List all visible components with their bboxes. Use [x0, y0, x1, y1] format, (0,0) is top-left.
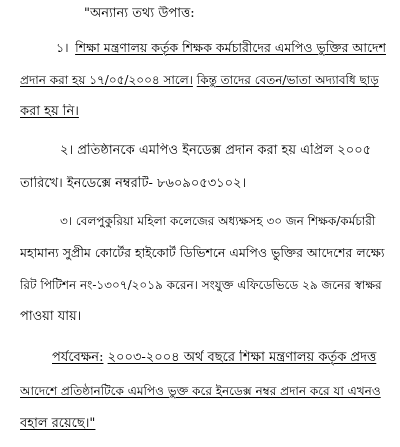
observation-line2 — [20, 383, 390, 399]
item3-text-4: পাওয়া যায়। — [20, 309, 82, 324]
item1-number: ১। — [56, 40, 69, 55]
item1-line1 — [56, 40, 386, 56]
item1-line3 — [20, 104, 220, 120]
observation-text-2: আদেশে প্রতিষ্ঠানটিকে এমপিও ভুক্ত করে ইনডেক্স নম্বর প্রদান করে যা এখনও — [20, 384, 381, 398]
item2-line2 — [20, 176, 386, 192]
item1-text-3: করা হয় নি। — [20, 104, 79, 119]
item1-text-1: শিক্ষা মন্ত্রণালয় কর্তৃক শিক্ষক কর্মচারীদের এমপিও ভুক্তির আদেশ — [75, 40, 386, 55]
item1-text-2b: কিন্তু তাদের বেতন/ভাতা অদ্যাবধি ছাড় — [196, 73, 379, 87]
heading-text: "অন্যান্য তথ্য উপাত্ত: — [84, 6, 195, 21]
observation-text-3: বহাল রয়েছে।" — [20, 416, 96, 431]
observation-label: পর্যবেক্ষন: — [52, 350, 104, 365]
item2-line1 — [60, 143, 386, 159]
item3-line4 — [20, 309, 220, 325]
item1-text-2a: প্রদান করা হয় ১৭/০৫/২০০৪ সালে। — [20, 73, 193, 87]
item3-line3 — [20, 277, 390, 293]
observation-text-1: ২০০৩-২০০৪ অর্থ বছরে শিক্ষা মন্ত্রণালয় কর্তৃক প্রদত্ত — [107, 350, 377, 365]
document-heading — [84, 6, 384, 22]
item3-line2 — [20, 245, 390, 261]
item3-text-3: রিট পিটিশন নং-১৩০৭/২০১৯ করেন। সংযুক্ত এফিডেভিডে ২৯ জনের স্বাক্ষর — [20, 278, 382, 292]
item3-text-1: ৩। বেলপুকুরিয়া মহিলা কলেজের অধ্যক্ষসহ ৩০ জন শিক্ষক/কর্মচারী — [60, 214, 376, 228]
item3-text-2: মহামান্য সুপ্রীম কোর্টের হাইকোর্ট ডিভিশনে এমপিও ভুক্তির আদেশের লক্ষ্যে — [20, 245, 385, 260]
observation-line1 — [52, 350, 388, 366]
observation-line3 — [20, 416, 220, 432]
item2-text-1: ২। প্রতিষ্ঠানকে এমপিও ইনডেক্স প্রদান করা হয় এপ্রিল ২০০৫ — [60, 143, 372, 158]
item1-line2 — [20, 72, 386, 88]
item3-line1 — [60, 213, 386, 229]
item2-text-2: তারিখে। ইনডেক্সে নম্বরটি- ৮৬০৯০৫৩১০২। — [20, 176, 247, 191]
